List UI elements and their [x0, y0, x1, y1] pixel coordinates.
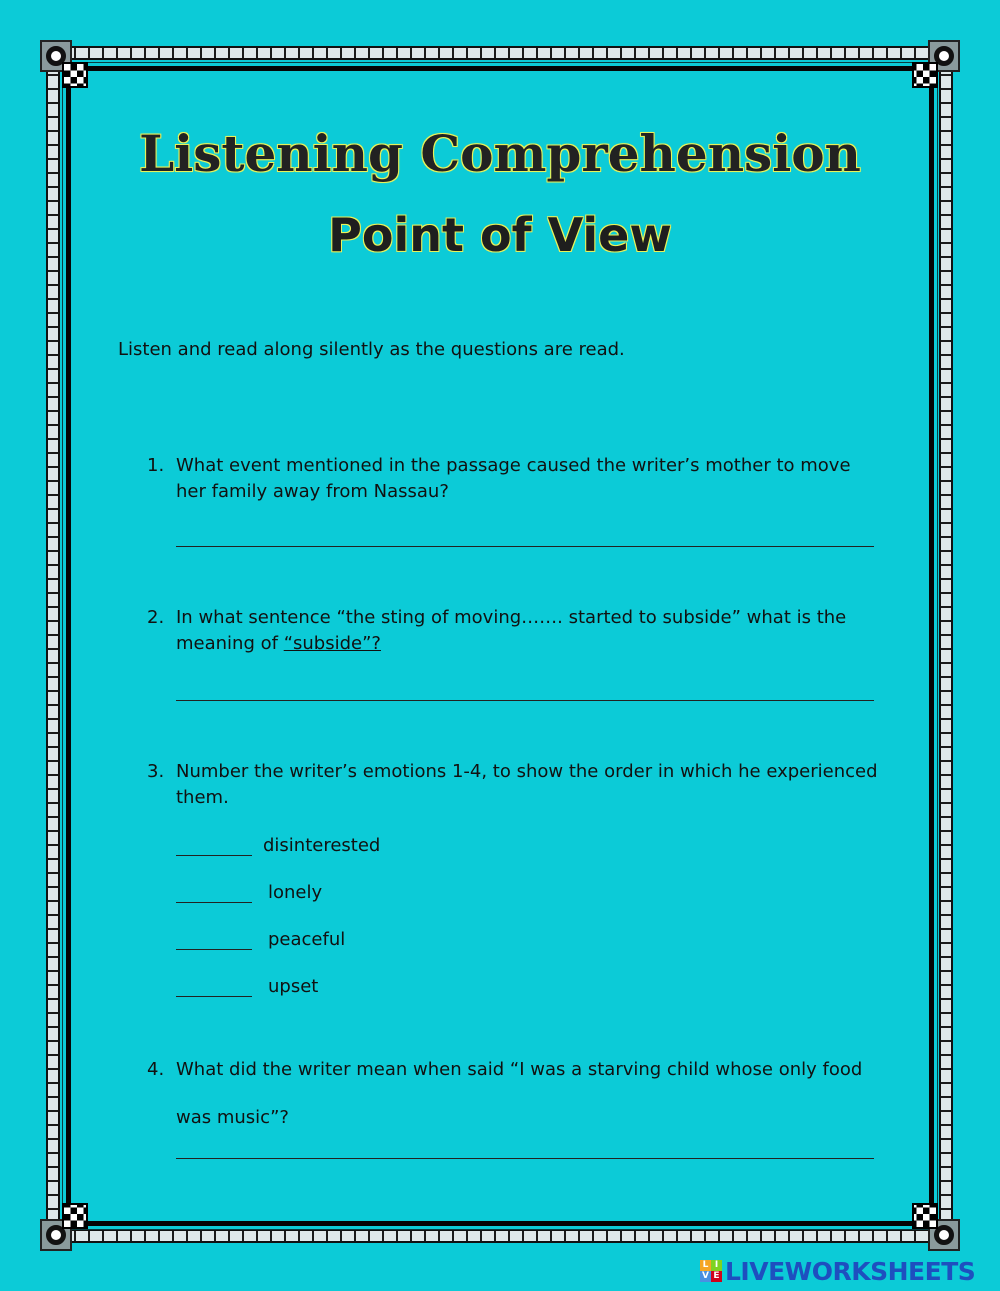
- corner-ornament-bottom-left: [40, 1199, 92, 1251]
- logo-letter: V: [700, 1271, 711, 1282]
- emotion-label: peaceful: [268, 929, 346, 950]
- page-subtitle: Point of View: [328, 208, 672, 262]
- instructions: Listen and read along silently as the questions are read.: [118, 339, 625, 360]
- liveworksheets-logo-icon: [700, 1260, 722, 1282]
- answer-line-4[interactable]: [176, 1158, 874, 1159]
- page-title: Listening Comprehension: [139, 124, 861, 183]
- logo-letter: L: [700, 1260, 711, 1271]
- question-text-main: In what sentence “the sting of moving……. started to subside” what is the meaning of: [176, 607, 847, 654]
- corner-ornament-top-right: [908, 40, 960, 92]
- logo-letter: E: [711, 1271, 722, 1282]
- answer-line-2[interactable]: [176, 700, 874, 701]
- emotion-order-blank[interactable]: [176, 855, 252, 856]
- logo-letter: I: [711, 1260, 722, 1271]
- watermark-brand: LIVEWORKSHEETS: [725, 1256, 976, 1286]
- emotion-order-blank[interactable]: [176, 949, 252, 950]
- question-text: What did the writer mean when said “I was a starving child whose only food was music”?: [176, 1059, 863, 1128]
- emotion-label: lonely: [268, 882, 323, 903]
- question-number: 4.: [147, 1059, 165, 1080]
- border-top: [60, 46, 940, 60]
- underlined-word: “subside”?: [283, 633, 381, 654]
- question-number: 2.: [147, 607, 165, 628]
- question-text: [176, 605, 881, 657]
- question-text: What event mentioned in the passage caused the writer’s mother to move her family away from Nassau?: [176, 455, 851, 502]
- question-text: Number the writer’s emotions 1-4, to show the order in which he experienced them.: [176, 761, 878, 808]
- emotion-order-blank[interactable]: [176, 996, 252, 997]
- corner-ornament-bottom-right: [908, 1199, 960, 1251]
- emotion-label: upset: [268, 976, 319, 997]
- question-number: 1.: [147, 455, 165, 476]
- border-bottom: [60, 1229, 940, 1243]
- emotion-order-blank[interactable]: [176, 902, 252, 903]
- liveworksheets-watermark: [700, 1256, 975, 1286]
- question-number: 3.: [147, 761, 165, 782]
- answer-line-1[interactable]: [176, 546, 874, 547]
- corner-ornament-top-left: [40, 40, 92, 92]
- emotion-label: disinterested: [263, 835, 381, 856]
